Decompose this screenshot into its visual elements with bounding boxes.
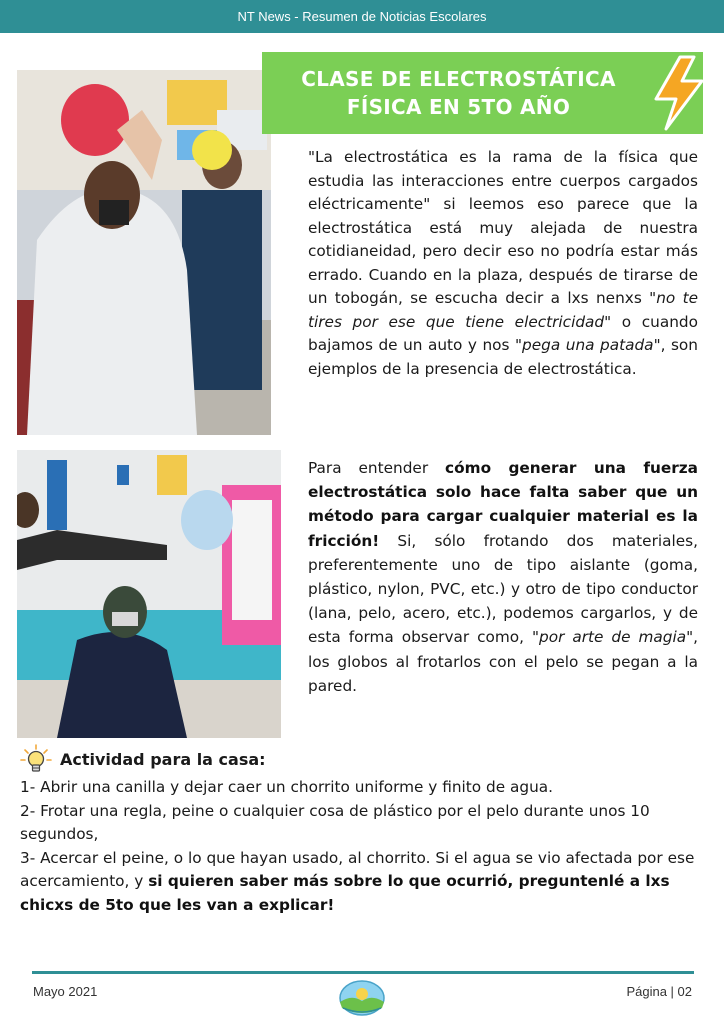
photo-students-balloons [17,70,271,435]
footer-page-number: Página | 02 [626,984,692,999]
article-title-box [262,52,703,134]
step3-text: 3- Acercar el peine, o lo que hayan usado, al chorrito. Si el agua se vio afectada por ese acercamiento, y [20,848,695,891]
newsletter-header [0,0,724,33]
article-title-line-2: FÍSICA EN 5TO AÑO [346,95,571,119]
p2-text-a: Para entender [308,459,446,477]
activity-step-1: 1- Abrir una canilla y dejar caer un chorrito uniforme y finito de agua. [20,778,554,796]
p2-quote: por arte de magia [539,628,687,647]
activity-step-3 [20,847,700,918]
photo-student-blue-balloon [17,450,281,738]
lightning-bolt-icon [650,55,708,131]
lightbulb-icon [20,744,52,776]
step3-bold: si quieren saber más sobre lo que ocurrió, preguntenlé a lxs chicxs de 5to que les van a explicar! [20,872,670,914]
p1-text-b: " o cuando bajamos de un auto y nos " [308,312,698,354]
school-logo [337,978,387,1018]
article-paragraph-1 [296,146,698,381]
p1-quote-1: no te tires por ese que tiene electricidad [308,289,699,331]
activity-section [20,744,700,918]
p2-text-c: ", los globos al frotarlos con el pelo se pegan a la pared. [308,628,699,695]
p1-text-a: "La electrostática es la rama de la física que estudia las interacciones entre cuerpos cargados eléctricamente" si leemos eso parece que la electrostática está muy alejada de nuestra cotidianeidad, pero decir eso no podría estar más errado. Cuando en la plaza, después de tirarse de un tobogán, se escucha decir a lxs nenxs " [308,148,698,307]
footer-date: Mayo 2021 [33,984,98,999]
article-paragraph-2 [296,456,698,698]
p1-quote-2: pega una patada [522,336,654,354]
newsletter-title: NT News - Resumen de Noticias Escolares [237,9,487,24]
p2-bold: cómo generar una fuerza electrostática solo hace falta saber que un método para cargar cualquier material es la fricción! [308,459,699,550]
footer-divider [32,971,694,974]
activity-step-2: 2- Frotar una regla, peine o cualquier cosa de plástico por el pelo durante unos 10 segundos, [20,801,650,844]
activity-header [20,744,700,776]
article-title-line-1: CLASE DE ELECTROSTÁTICA [301,67,616,91]
p2-text-b: Si, sólo frotando dos materiales, preferentemente uno de tipo aislante (goma, plástico, nylon, PVC, etc.) y otro de tipo conductor (lana, pelo, acero, etc.), podemos cargarlos, y de esta forma observar como, " [308,531,698,647]
p1-text-c: ", son ejemplos de la presencia de electrostática. [308,336,698,378]
activity-title: Actividad para la casa: [60,750,266,770]
